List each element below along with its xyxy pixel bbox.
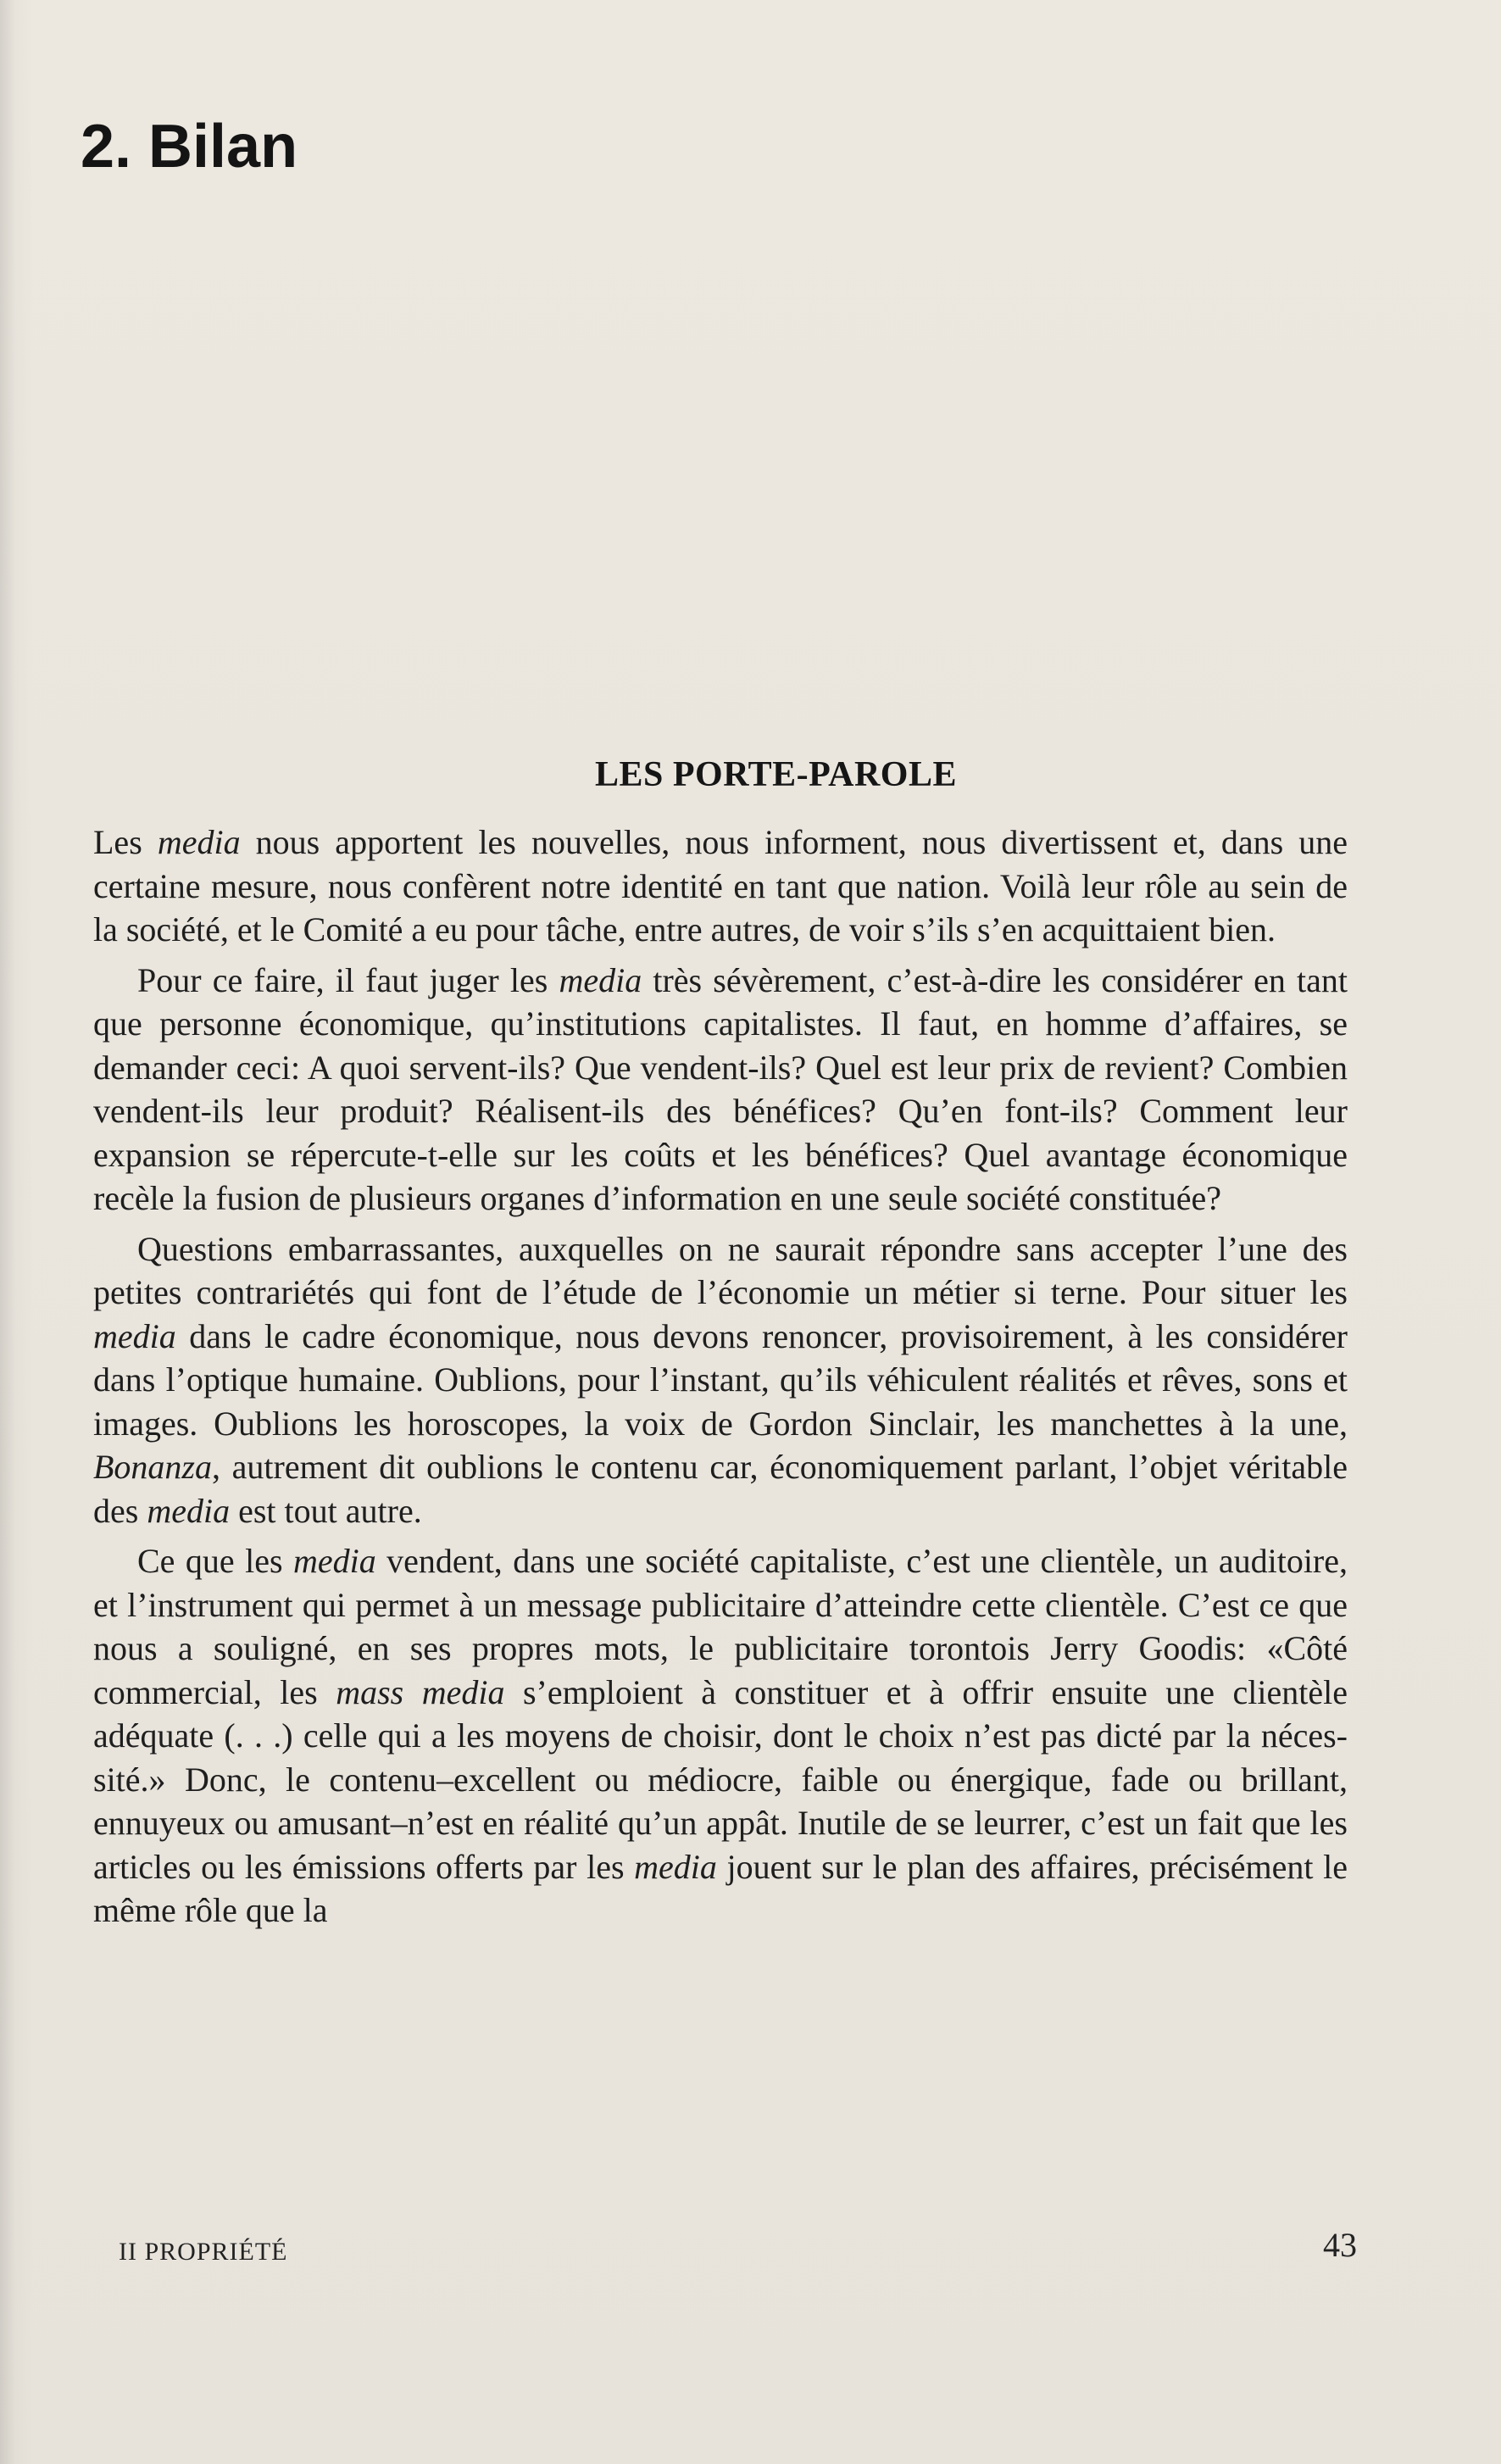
paragraph-1 [93,820,1348,952]
italic-term: media [292,1542,376,1580]
text-run: vendent, dans une société capitaliste, c’est une clientèle, un auditoire, et l’instrument qui permet à un message publicitaire d’atteindre cette clientèle. C’est ce que nous a souligné, en ses propres mots, le publicitaire torontois Jerry Goodis: «Côté commercial, les [93,1542,1348,1711]
italic-term: media [147,1491,231,1530]
italic-term: media [559,960,642,999]
chapter-title: 2. Bilan [81,113,298,181]
text-run: jouent sur le plan des affaires, précisément le même rôle que la [93,1847,1348,1929]
text-run: nous apportent les nouvelles, nous informent, nous divertissent et, dans une certaine mesure, nous confèrent notre identité en tant que nation. Voilà leur rôle au sein de la société, et le Comité a eu pour tâche, entre autres, de voir s’ils s’en acquittaient bien. [93,823,1348,948]
paragraph-3 [93,1227,1348,1533]
text-run: Pour ce faire, il faut juger les [137,960,559,999]
italic-term: media [157,823,241,861]
italic-term: Bonanza [93,1448,212,1486]
text-run: dans le cadre économique, nous devons renoncer, provisoirement, à les considérer dans l’optique humaine. Oublions, pour l’instant, qu’ils véhiculent réalités et rêves, sons et images. Oublions les horoscopes, la voix de Gordon Sinclair, les manchettes à la une, [93,1316,1348,1443]
text-run: Les [93,823,158,861]
text-run: très sévèrement, c’est-à-dire les considérer en tant que personne économique, qu’institutions capitalistes. Il faut, en homme d’affaires, se demander ceci: A quoi servent-ils? Que vendent-ils? Quel est leur prix de revient? Combien vendent-ils leur produit? Réalisent-ils des bénéfices? Qu’en font-ils? Comment leur expansion se répercute-t-elle sur les coûts et les bénéfices? Quel avantage économique recèle la fusion de plusieurs organes d’information en une seule société constituée? [93,960,1348,1217]
running-footer-section: II PROPRIÉTÉ [119,2238,288,2266]
text-run: Ce que les [137,1542,293,1580]
paragraph-2 [93,959,1348,1221]
italic-term: mass media [336,1672,505,1711]
section-heading: LES PORTE-PAROLE [595,755,957,794]
page-number: 43 [1323,2226,1357,2264]
text-run: s’emploient à constituer et à offrir ensuite une clientèle adéquate (. . .) celle qui a les moyens de choisir, dont le choix n’est pas dicté par la nécessité.» Donc, le contenu–excellent ou médiocre, faible ou énergique, fade ou brillant, ennuyeux ou amusant–n’est en réalité qu’un appât. Inutile de se leurrer, c’est un fait que les articles ou les émissions offerts par les [93,1672,1348,1886]
italic-term: media [634,1847,717,1886]
italic-term: media [93,1316,176,1355]
text-run: est tout autre. [230,1491,422,1530]
text-run: , autrement dit oublions le contenu car, économiquement parlant, l’objet véritable des [93,1448,1348,1530]
paragraph-4 [93,1539,1348,1933]
body-text [93,820,1348,1939]
text-run: Questions embarrassantes, auxquelles on ne saurait répondre sans accepter l’une des petites contrariétés qui font de l’étude de l’économie un métier si terne. Pour situer les [93,1229,1348,1311]
